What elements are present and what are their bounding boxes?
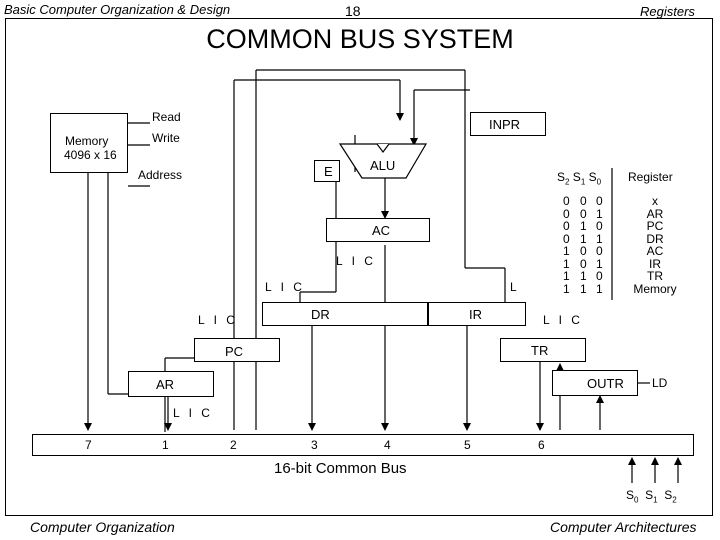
page-title: COMMON BUS SYSTEM (206, 24, 514, 54)
outr-register: OUTR (552, 370, 638, 396)
memory-label: Memory (65, 134, 109, 148)
footer-right: Computer Architectures (550, 519, 697, 535)
page-number: 18 (345, 3, 361, 19)
footer-left: Computer Organization (30, 519, 175, 535)
ar-register: AR (128, 371, 214, 397)
write-signal: Write (152, 131, 180, 145)
bus-label: 16-bit Common Bus (274, 460, 407, 477)
alu-label: ALU (370, 158, 396, 173)
pc-register: PC (194, 338, 280, 362)
tr-register: TR (500, 338, 586, 362)
ar-controls: L I C (173, 406, 210, 420)
ir-control-l: L (510, 280, 517, 294)
header-left: Basic Computer Organization & Design (4, 2, 231, 17)
select-table-s2: 0 0 0 0 1 1 1 1 (563, 194, 570, 296)
memory-size: 4096 x 16 (64, 148, 117, 162)
select-table-header: $S_2$ $S_1$ $S_0$ (557, 170, 602, 187)
inpr-register: INPR (470, 112, 546, 136)
register-header: Register (628, 170, 673, 184)
pc-controls: L I C (198, 313, 235, 327)
dr-controls: L I C (265, 280, 302, 294)
ir-register: IR (428, 302, 526, 326)
header-right: Registers (640, 4, 695, 19)
dr-register: DR (262, 302, 428, 326)
e-register: E (314, 160, 340, 182)
outr-ld: LD (652, 376, 668, 390)
select-table-s0: 0 1 0 1 0 1 0 1 (596, 194, 603, 296)
tr-controls: L I C (543, 313, 580, 327)
select-table-registers: x AR PC DR AC IR TR Memory (633, 194, 677, 296)
read-signal: Read (152, 110, 181, 124)
ac-register: AC (326, 218, 430, 242)
select-table-s1: 0 0 1 1 0 0 1 1 (580, 194, 587, 296)
address-signal: Address (138, 168, 183, 182)
memory-unit (50, 113, 128, 173)
ac-controls: L I C (336, 254, 373, 268)
common-bus: 7 1 2 3 4 5 6 (32, 434, 694, 456)
bus-selects: $S_0$ $S_1$ $S_2$ (626, 488, 677, 505)
